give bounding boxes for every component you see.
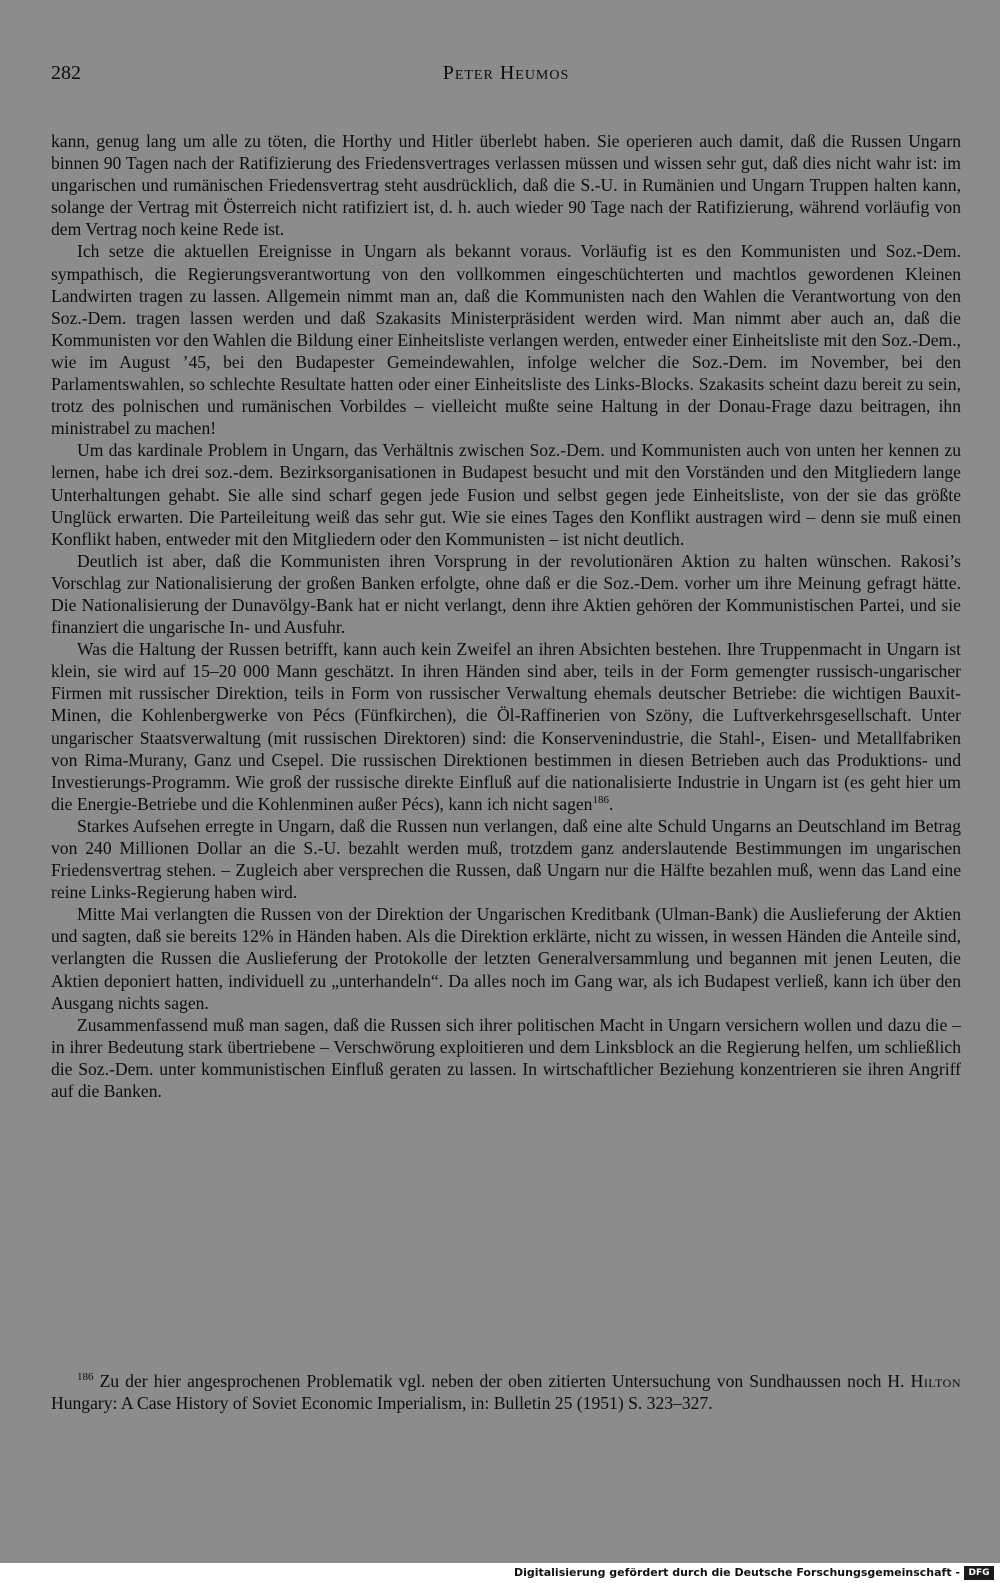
paragraph-3: Um das kardinale Problem in Ungarn, das Verhältnis zwischen Soz.-Dem. und Kommunisten auch von unten her kennen zu lernen, habe ich drei soz.-dem. Bezirksorganisationen in Budapest besucht und mit den Vorständen und den Mitgliedern lange Unterhaltungen gehabt. Sie alle sind scharf gegen jede Fusion und selbst gegen jede Einheitsliste, von der sie das größte Unglück erwarten. Die Parteileitung weiß das sehr gut. Wie sie eines Tages den Konflikt austragen wird – denn sie muß einen Konflikt haben, entweder mit den Mitgliedern oder den Kommunisten – ist nicht deutlich. [51, 440, 961, 549]
paragraph-5 [51, 638, 961, 815]
paragraph-2: Ich setze die aktuellen Ereignisse in Ungarn als bekannt voraus. Vorläufig ist es den Kommunisten und Soz.-Dem. sympathisch, die Regierungsverantwortung von den vollkommen eingeschüchterten und machtlos gewordenen Kleinen Landwirten tragen zu lassen. Allgemein nimmt man an, daß die Kommunisten nach den Wahlen die Verantwortung von den Soz.-Dem. tragen lassen werden und daß Szakasits Ministerpräsident werden wird. Man nimmt aber auch an, daß die Kommunisten vor den Wahlen die Bildung einer Einheitsliste verlangen werden, entweder einer Einheitsliste mit den Soz.-Dem., wie im August ’45, bei den Budapester Gemeindewahlen, infolge welcher die Soz.-Dem. im November, bei den Parlamentswahlen, so schlechte Resultate hatten oder einer Einheitsliste des Links-Blocks. Szakasits scheint dazu bereit zu sein, trotz des polnischen und rumänischen Vorbildes – vielleicht mußte seine Haltung in der Donau-Frage dazu beitragen, ihn ministrabel zu machen! [51, 241, 961, 439]
dfg-logo-icon: DFG [964, 1566, 994, 1580]
body-text [51, 130, 961, 1102]
footnote-186 [51, 1370, 961, 1415]
paragraph-4: Deutlich ist aber, daß die Kommunisten ihren Vorsprung in der revolutionären Aktion zu halten wünschen. Rakosi’s Vorschlag zur Nationalisierung der großen Banken erfolgte, ohne daß er die Soz.-Dem. vorher um ihre Meinung gefragt hätte. Die Nationalisierung der Dunavölgy-Bank hat er nicht verlangt, denn ihre Aktien gehören der Kommunistischen Partei, und sie finanziert die ungarische In- und Ausfuhr. [51, 550, 961, 638]
digitization-bar [0, 1563, 1000, 1583]
footnote-number: 186 [77, 1371, 94, 1384]
paragraph-1: kann, genug lang um alle zu töten, die Horthy und Hitler überlebt haben. Sie operieren auch damit, daß die Russen Ungarn binnen 90 Tagen nach der Ratifizierung des Friedensvertrages verlassen müssen und wissen sehr gut, daß dies nicht wahr ist: im ungarischen und rumänischen Friedensvertrag steht ausdrücklich, daß die S.-U. in Rumänien und Ungarn Truppen halten kann, solange der Vertrag mit Österreich nicht ratifiziert ist, d. h. auch wieder 90 Tage nach der Ratifizierung, während vorläufig von dem Vertrag noch keine Rede ist. [51, 131, 961, 240]
page-header [51, 62, 961, 92]
footnote-author: Hilton [910, 1371, 961, 1391]
paragraph-8: Zusammenfassend muß man sagen, daß die Russen sich ihrer politischen Macht in Ungarn versichern wollen und dazu die – in ihrer Bedeutung stark übertriebene – Verschwörung exploitieren und dem Linksblock an die Regierung helfen, um schließlich die Soz.-Dem. unter kommunistischen Einfluß geraten zu lassen. In wirtschaftlicher Beziehung konzentrieren sie ihren Angriff auf die Banken. [51, 1014, 961, 1102]
paragraph-6: Starkes Aufsehen erregte in Ungarn, daß die Russen nun verlangen, daß eine alte Schuld Ungarns an Deutschland im Betrag von 240 Millionen Dollar an die S.-U. bezahlt werden muß, trotzdem ganz anderslautende Bestimmungen im ungarischen Friedensvertrag stehen. – Zugleich aber versprechen die Russen, daß Ungarn nur die Hälfte bezahlen muß, wenn das Land eine reine Links-Regierung haben wird. [51, 815, 961, 903]
paragraph-7: Mitte Mai verlangten die Russen von der Direktion der Ungarischen Kreditbank (Ulman-Bank) die Auslieferung der Aktien und sagten, daß sie bereits 12% in Händen haben. Als die Direktion erklärte, nicht zu wissen, in wessen Händen die Anteile sind, verlangten die Russen die Auslieferung der Protokolle der letzten Generalversammlung und begannen mit jenen Leuten, die Aktien deponiert hatten, individuell zu „unterhandeln“. Da alles noch im Gang war, als ich Budapest verließ, kann ich über den Ausgang nichts sagen. [51, 904, 961, 1013]
page-number: 282 [51, 62, 81, 84]
paragraph-5-end: . [608, 793, 614, 814]
paragraph-5-text: Was die Haltung der Russen betrifft, kann auch kein Zweifel an ihren Absichten bestehen. Ihre Truppenmacht in Ungarn ist klein, sie wird auf 15–20 000 Mann geschätzt. In ihren Händen sind aber, teils in der Form gemengter russisch-ungarischer Firmen mit russischer Direktion, teils in Form von russischer Verwaltung ehemals deutscher Betriebe: die wichtigen Bauxit-Minen, die Kohlenbergwerke von Pécs (Fünfkirchen), die Öl-Raffinerien von Szöny, die Luftverkehrsgesellschaft. Unter ungarischer Staatsverwaltung (mit russischen Direktoren) sind: die Konservenindustrie, die Stahl-, Eisen- und Metallfabriken von Rima-Murany, Ganz und Csepel. Die russischen Direktionen bestimmen in diesen Betrieben auch das Produktions- und Investierungs-Programm. Wie groß der russische direkte Einfluß auf die nationalisierte Industrie in Ungarn ist (es geht hier um die Energie-Betriebe und die Kohlenminen außer Pécs), kann ich nicht sagen [51, 639, 961, 814]
footnote-text-after: Hungary: A Case History of Soviet Economic Imperialism, in: Bulletin 25 (1951) S. 323–327. [51, 1393, 713, 1414]
footnote-text-before: Zu der hier angesprochenen Problematik vgl. neben der oben zitierten Untersuchung von Sundhaussen noch H. [99, 1371, 905, 1391]
footnote [51, 1370, 961, 1415]
digitization-note: Digitalisierung gefördert durch die Deutsche Forschungsgemeinschaft - [513, 1566, 960, 1579]
running-title: Peter Heumos [442, 62, 570, 84]
footnote-reference[interactable]: 186 [592, 793, 609, 806]
